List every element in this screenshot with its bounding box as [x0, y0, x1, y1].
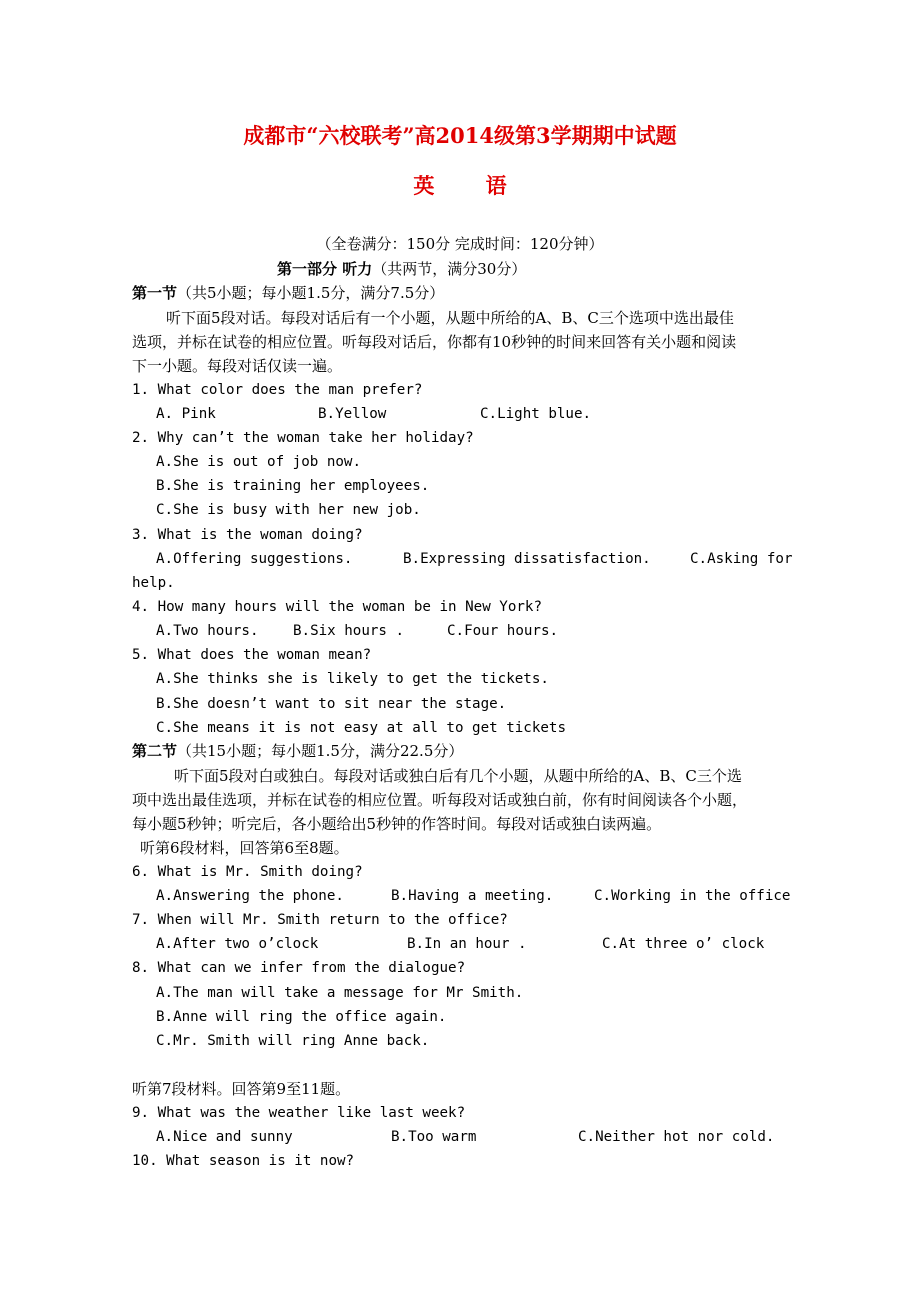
- q8-option-a: A.The man will take a message for Mr Smith.: [156, 985, 524, 1001]
- q2-option-c: C.She is busy with her new job.: [156, 502, 421, 518]
- question-10: 10. What season is it now?: [132, 1153, 355, 1169]
- section1-label: 第一节: [132, 284, 178, 302]
- q1-option-b: B.Yellow: [318, 406, 387, 422]
- question-1: 1. What color does the man prefer?: [132, 382, 423, 398]
- q5-option-b: B.She doesn’t want to sit near the stage.: [156, 696, 507, 712]
- q3-option-b: B.Expressing dissatisfaction.: [403, 551, 651, 567]
- question-5: 5. What does the woman mean?: [132, 647, 372, 663]
- q1-option-a: A. Pink: [156, 406, 216, 422]
- q1-option-c: C.Light blue.: [480, 406, 592, 422]
- subject-title: 英 语: [413, 173, 529, 198]
- part1-label: 第一部分 听力: [277, 260, 373, 278]
- part1-heading: [277, 259, 526, 279]
- q6-option-a: A.Answering the phone.: [156, 888, 344, 904]
- section2-instruction-1: 听下面5段对白或独白。每段对话或独白后有几个小题，从题中所给的A、B、C三个选: [174, 767, 742, 785]
- q4-option-c: C.Four hours.: [447, 623, 559, 639]
- material-7-label: 听第7段材料。回答第9至11题。: [132, 1080, 351, 1098]
- question-7: 7. When will Mr. Smith return to the office?: [132, 912, 508, 928]
- exam-title: 成都市“六校联考”高2014级第3学期期中试题: [243, 123, 677, 148]
- section2-instruction-3: 每小题5秒钟；听完后，各小题给出5秒钟的作答时间。每段对话或独白读两遍。: [132, 815, 662, 833]
- section2-instruction-2: 项中选出最佳选项，并标在试卷的相应位置。听每段对话或独白前，你有时间阅读各个小题，: [132, 791, 748, 809]
- section1-instruction-3: 下一小题。每段对话仅读一遍。: [132, 357, 343, 375]
- q4-option-b: B.Six hours .: [293, 623, 405, 639]
- q3-option-c: C.Asking for: [690, 551, 793, 567]
- section1-heading: [132, 283, 444, 303]
- q7-option-b: B.In an hour .: [407, 936, 527, 952]
- question-2: 2. Why can’t the woman take her holiday?: [132, 430, 474, 446]
- question-8: 8. What can we infer from the dialogue?: [132, 960, 466, 976]
- q4-option-a: A.Two hours.: [156, 623, 259, 639]
- q3-option-c-wrap: help.: [132, 575, 175, 591]
- part1-note: （共两节，满分30分）: [372, 260, 527, 278]
- q2-option-b: B.She is training her employees.: [156, 478, 430, 494]
- section1-instruction-1: 听下面5段对话。每段对话后有一个小题，从题中所给的A、B、C三个选项中选出最佳: [166, 309, 734, 327]
- question-9: 9. What was the weather like last week?: [132, 1105, 466, 1121]
- q6-option-b: B.Having a meeting.: [391, 888, 554, 904]
- q9-option-c: C.Neither hot nor cold.: [578, 1129, 775, 1145]
- question-4: 4. How many hours will the woman be in New York?: [132, 599, 542, 615]
- q7-option-a: A.After two o’clock: [156, 936, 319, 952]
- q6-option-c: C.Working in the office: [594, 888, 791, 904]
- q8-option-b: B.Anne will ring the office again.: [156, 1009, 447, 1025]
- q8-option-c: C.Mr. Smith will ring Anne back.: [156, 1033, 430, 1049]
- section2-heading: [132, 741, 463, 761]
- section2-note: （共15小题；每小题1.5分，满分22.5分）: [177, 742, 464, 760]
- section1-instruction-2: 选项，并标在试卷的相应位置。听每段对话后，你都有10秒钟的时间来回答有关小题和阅读: [132, 333, 737, 351]
- q7-option-c: C.At three o’ clock: [602, 936, 765, 952]
- material-6-label: 听第6段材料，回答第6至8题。: [140, 839, 349, 857]
- question-3: 3. What is the woman doing?: [132, 527, 363, 543]
- q5-option-a: A.She thinks she is likely to get the tickets.: [156, 671, 549, 687]
- section2-label: 第二节: [132, 742, 178, 760]
- score-time-info: （全卷满分：150分 完成时间：120分钟）: [316, 235, 604, 253]
- q9-option-a: A.Nice and sunny: [156, 1129, 293, 1145]
- section1-note: （共5小题；每小题1.5分，满分7.5分）: [177, 284, 445, 302]
- question-6: 6. What is Mr. Smith doing?: [132, 864, 363, 880]
- q5-option-c: C.She means it is not easy at all to get tickets: [156, 720, 566, 736]
- q3-option-a: A.Offering suggestions.: [156, 551, 353, 567]
- q9-option-b: B.Too warm: [391, 1129, 477, 1145]
- q2-option-a: A.She is out of job now.: [156, 454, 361, 470]
